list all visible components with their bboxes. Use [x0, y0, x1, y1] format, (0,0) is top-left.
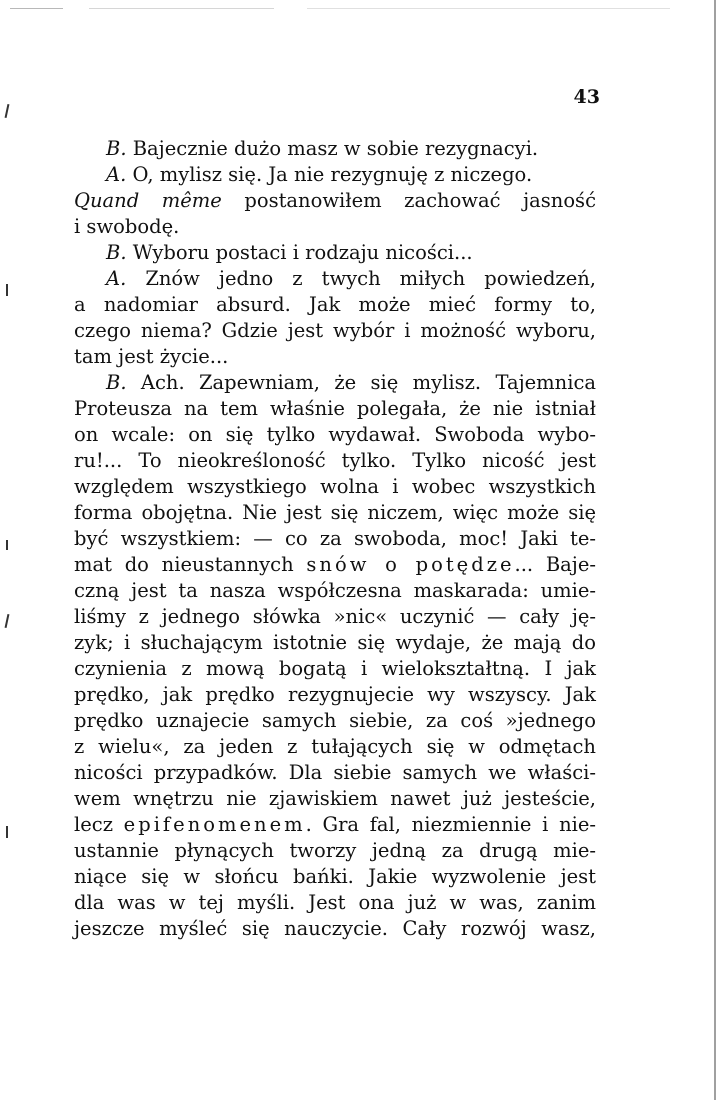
line-text: lecz [74, 813, 124, 836]
spaced-emphasis: epifenomenem [123, 813, 306, 836]
text-line [74, 630, 596, 656]
speaker-label: A. [106, 163, 127, 186]
text-line [74, 500, 596, 526]
text-line [74, 656, 596, 682]
scan-right-edge [714, 0, 716, 1100]
scan-top-edge [10, 8, 670, 9]
text-line [74, 422, 596, 448]
line-text: prędko uznajecie samych siebie, za coś »jednego [74, 709, 596, 732]
line-text: liśmy z jednego słówka »nic« uczynić — cały ję- [74, 605, 596, 628]
text-line [74, 760, 596, 786]
margin-mark [5, 104, 10, 118]
line-text: mat do nieustannych [74, 553, 307, 576]
text-line [74, 292, 596, 318]
text-line [74, 188, 596, 214]
text-line [74, 526, 596, 552]
line-text: względem wszystkiego wolna i wobec wszystkich [74, 475, 596, 498]
line-text-after: . Gra fal, niezmiennie i nie- [305, 813, 596, 836]
text-line [74, 890, 596, 916]
text-line [74, 838, 596, 864]
line-text: Bajecznie dużo masz w sobie rezygnacyi. [126, 137, 539, 160]
text-line [74, 240, 596, 266]
page-number: 43 [573, 86, 600, 108]
line-text: Proteusza na tem właśnie polegała, że nie istniał [74, 397, 596, 420]
line-text: Ach. Zapewniam, że się mylisz. Tajemnica [126, 371, 596, 394]
line-text: on wcale: on się tylko wydawał. Swoboda wybo- [74, 423, 596, 446]
line-text: Znów jedno z twych miłych powiedzeń, [126, 267, 596, 290]
line-text: dla was w tej myśli. Jest ona już w was, zanim [74, 891, 596, 914]
margin-mark [6, 284, 8, 296]
text-line [74, 448, 596, 474]
speaker-label: B. [106, 241, 127, 264]
text-line [74, 214, 596, 240]
text-line [74, 578, 596, 604]
margin-mark [5, 614, 10, 628]
line-text: prędko, jak prędko rezygnujecie wy wszyscy. Jak [74, 683, 596, 706]
line-text: ustannie płynących tworzy jedną za drugą mie- [74, 839, 596, 862]
line-text: jeszcze myśleć się nauczycie. Cały rozwój wasz, [74, 917, 596, 940]
text-line [74, 370, 596, 396]
text-line [74, 734, 596, 760]
speaker-label: B. [106, 137, 127, 160]
text-line [74, 474, 596, 500]
line-text: forma obojętna. Nie jest się niczem, więc może się [74, 501, 596, 524]
line-text: czynienia z mową bogatą i wielokształtną. I jak [74, 657, 596, 680]
text-line [74, 864, 596, 890]
line-text: ru!... To nieokreśloność tylko. Tylko nicość jest [74, 449, 596, 472]
speaker-label: A. [106, 267, 127, 290]
line-text-after: ... Baje- [514, 553, 596, 576]
line-text: nicości przypadków. Dla siebie samych we właści- [74, 761, 596, 784]
line-text: czego niema? Gdzie jest wybór i możność wyboru, [74, 319, 596, 342]
margin-mark [6, 540, 8, 550]
line-text: zyk; i słuchającym istotnie się wydaje, że mają do [74, 631, 596, 654]
text-line [74, 396, 596, 422]
text-line [74, 136, 596, 162]
line-text: czną jest ta nasza współczesna maskarada: umie- [74, 579, 596, 602]
line-text: niące się w słońcu bańki. Jakie wyzwolenie jest [74, 865, 596, 888]
text-line [74, 812, 596, 838]
line-text: być wszystkiem: — co za swoboda, moc! Jaki te- [74, 527, 596, 550]
spaced-emphasis: snów o potędze [306, 553, 515, 576]
line-text: wem wnętrzu nie zjawiskiem nawet już jesteście, [74, 787, 596, 810]
speaker-label: B. [106, 371, 127, 394]
text-line [74, 786, 596, 812]
line-text: a nadomiar absurd. Jak może mieć formy to, [74, 293, 596, 316]
text-line [74, 318, 596, 344]
line-text: postanowiłem zachować jasność [221, 189, 596, 212]
text-line [74, 266, 596, 292]
line-text: O, mylisz się. Ja nie rezygnuję z niczego. [126, 163, 533, 186]
line-text: z wielu«, za jeden z tułających się w odmętach [74, 735, 596, 758]
page-text [74, 136, 596, 942]
italic-phrase: Quand même [74, 189, 222, 212]
text-line [74, 604, 596, 630]
text-line [74, 162, 596, 188]
line-text: Wyboru postaci i rodzaju nicości... [126, 241, 473, 264]
text-line [74, 552, 596, 578]
line-text: i swobodę. [74, 215, 180, 238]
margin-mark [6, 826, 8, 838]
text-line [74, 708, 596, 734]
text-line [74, 916, 596, 942]
line-text: tam jest życie... [74, 345, 229, 368]
text-line [74, 682, 596, 708]
text-line [74, 344, 596, 370]
